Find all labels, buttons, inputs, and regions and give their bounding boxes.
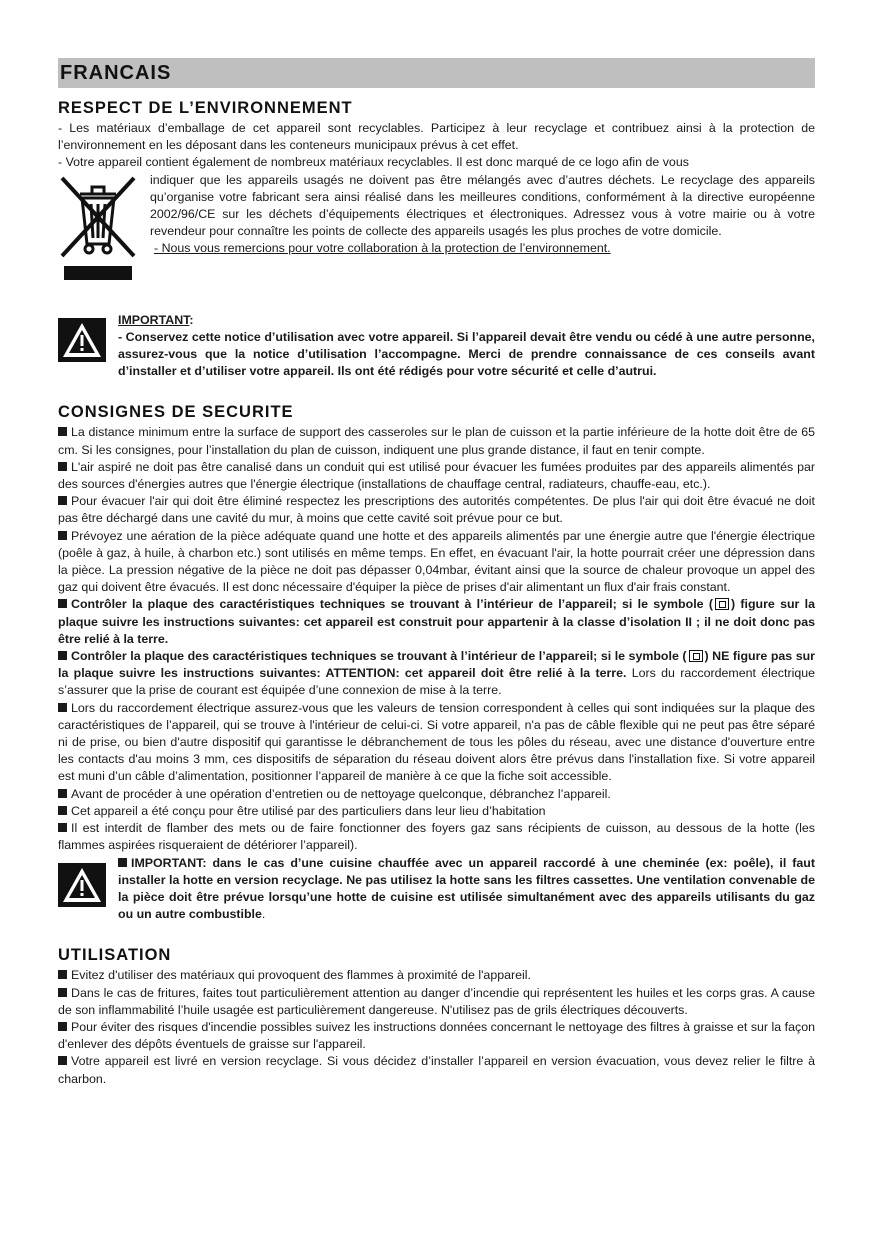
language-header: FRANCAIS (60, 62, 172, 84)
environment-thanks: - Nous vous remercions pour votre collaboration à la protection de l’environnement. (154, 241, 611, 256)
important-chimney-notice: IMPORTANT: dans le cas d’une cuisine chauffée avec un appareil raccordé à une cheminée (ex: poêle), il faut installer la hotte en version recyclage. Ne pas utilisez la hotte sans les filtres cassettes. Une ventilation convenable de la pièce doit être prévue lorsqu’une hotte de cuisine est utilisée simultanément avec des appareils utilisants du gaz ou un autre combustible. (58, 855, 815, 924)
environment-para-3: indiquer que les appareils usagés ne doivent pas être mélangés avec d’autres déchets. Le recyclage des appareils qu’organise votre fabricant sera ainsi réalisé dans les meilleures conditions, conformément à la directive européenne 2002/96/CE sur les déchets d’équipements électriques et électroniques. Adressez vous à votre mairie ou à votre revendeur pour connaître les points de collecte des appareils usagés les plus proches de votre domicile. (150, 172, 815, 239)
environment-para-2: - Votre appareil contient également de nombreux matériaux recyclables. Il est donc marqué de ce logo afin de vous (58, 155, 689, 170)
warning-icon (58, 863, 106, 907)
usage-title: UTILISATION (58, 946, 172, 965)
usage-item-3: Pour éviter des risques d'incendie possibles suivez les instructions données concernant le nettoyage des filtres à graisse et sur la façon d'enlever des dépôts éventuels de graisse sur l'appareil. (58, 1019, 815, 1052)
safety-item-1: La distance minimum entre la surface de support des casseroles sur le plan de cuisson et la partie inférieure de la hotte doit être de 65 cm. Si les consignes, pour l’installation du plan de cuisson, indiquent une plus grande distance, il faut en tenir compte. (58, 425, 815, 457)
important-label: IMPORTANT (118, 312, 190, 327)
crossed-out-bin-icon (58, 174, 138, 282)
safety-item-5: Contrôler la plaque des caractéristiques techniques se trouvant à l’intérieur de l’appareil; si le symbole ( ) figure sur la plaque suivre les instructions suivantes: cet appareil est construit pour appartenir à la classe d’isolation II ; il ne doit donc pas être relié à la terre. (58, 597, 815, 646)
bullet-icon (58, 703, 67, 712)
important-text: - Conservez cette notice d’utilisation avec votre appareil. Si l’appareil devait être vendu ou cédé à une autre personne, assurez-vous que la notice d’utilisation l’accompagne. Merci de prendre connaissance de ces conseils avant d’installer et d’utiliser votre appareil. Ils ont été rédigés pour votre sécurité et celle d’autrui. (118, 329, 815, 379)
warning-icon (58, 318, 106, 362)
bullet-icon (58, 531, 67, 540)
bullet-icon (58, 1022, 67, 1031)
bullet-icon (58, 988, 67, 997)
usage-item-4: Votre appareil est livré en version recyclage. Si vous décidez d’installer l’appareil en version évacuation, vous devez relier le filtre à charbon. (58, 1054, 815, 1086)
safety-item-10: Il est interdit de flamber des mets ou de faire fonctionner des foyers gaz sans récipients de cuisson, au dessous de la hotte (les flammes aspirées risqueraient de détériorer l’appareil). (58, 821, 815, 853)
bullet-icon (58, 823, 67, 832)
important-notice: IMPORTANT: - Conservez cette notice d’utilisation avec votre appareil. Si l’appareil devait être vendu ou cédé à une autre personne, assurez-vous que la notice d’utilisation l’accompagne. Merci de prendre connaissance de ces conseils avant d’installer et d’utiliser votre appareil. Ils ont été rédigés pour votre sécurité et celle d’autrui. (58, 312, 815, 381)
document-body (58, 96, 815, 1088)
class-ii-symbol-icon (689, 650, 703, 662)
bullet-icon (58, 651, 67, 660)
important-chimney-text: IMPORTANT: dans le cas d’une cuisine chauffée avec un appareil raccordé à une cheminée (ex: poêle), il faut installer la hotte en version recyclage. Ne pas utilisez la hotte sans les filtres cassettes. Une ventilation convenable de la pièce doit être prévue lorsqu’une hotte de cuisine est utilisée simultanément avec des appareils utilisants du gaz ou un autre combustible (118, 855, 815, 922)
safety-item-8: Avant de procéder à une opération d’entretien ou de nettoyage quelconque, débranchez l’appareil. (58, 786, 815, 803)
environment-title: RESPECT DE L’ENVIRONNEMENT (58, 99, 353, 117)
usage-item-1: Evitez d'utiliser des matériaux qui provoquent des flammes à proximité de l'appareil. (58, 967, 815, 984)
bullet-icon (58, 427, 67, 436)
bullet-icon (58, 496, 67, 505)
bullet-icon (58, 462, 67, 471)
safety-item-6: Contrôler la plaque des caractéristiques techniques se trouvant à l’intérieur de l’appareil; si le symbole ( ) NE figure pas sur la plaque suivre les instructions suivantes: ATTENTION: cet appareil doit être relié à la terre. Lors du raccordement électrique s’assurer que la prise de courant est équipée d’une connexion de mise à la terre. (58, 649, 815, 698)
environment-para-1: - Les matériaux d’emballage de cet appareil sont recyclables. Participez à leur recyclage et contribuez ainsi à la protection de l’environnement en les déposant dans les conteneurs municipaux prévus à cet effet. (58, 121, 815, 153)
class-ii-symbol-icon (715, 598, 729, 610)
safety-title: CONSIGNES DE SECURITE (58, 403, 294, 422)
safety-item-2: L'air aspiré ne doit pas être canalisé dans un conduit qui est utilisé pour évacuer les fumées produites par des appareils alimentés par des sources d'énergies autres que l'énergie électrique (installations de chauffage central, radiateurs, chauffe-eau, etc.). (58, 459, 815, 492)
bullet-icon (58, 789, 67, 798)
safety-item-9: Cet appareil a été conçu pour être utilisé par des particuliers dans leur lieu d’habitation (58, 803, 815, 820)
language-header-bar (58, 58, 815, 88)
bullet-icon (58, 970, 67, 979)
bullet-icon (58, 599, 67, 608)
weee-block (58, 172, 815, 292)
bullet-icon (58, 1056, 67, 1065)
usage-item-2: Dans le cas de fritures, faites tout particulièrement attention au danger d’incendie qui représentent les huiles et les corps gras. A cause de son inflammabilité l’huile usagée est particulièrement dangereuse. N'utilisez pas de grils électriques découverts. (58, 985, 815, 1017)
safety-item-3: Pour évacuer l'air qui doit être éliminé respectez les prescriptions des autorités compétentes. De plus l'air qui doit être évacué ne doit pas être déchargé dans une cavité du mur, à moins que cette cavité soit prévue pour ce but. (58, 494, 815, 526)
safety-item-7: Lors du raccordement électrique assurez-vous que les valeurs de tension correspondent à celles qui sont indiquées sur la plaque des caractéristiques de l’appareil, qui se trouve à l'intérieur de celui-ci. Si votre appareil, n'a pas de câble flexible qui ne peut pas être séparé ni de prise, ou bien d'autre dispositif qui garantisse le débranchement de tous les pôles du réseau, avec une distance d'ouverture entre les contacts d'au moins 3 mm, ces dispositifs de séparation du réseau doivent alors être prévus dans l'installation fixe. Si votre appareil est muni d’un câble d’alimentation, positionner l’appareil de manière à ce que la fiche soit accessible. (58, 700, 815, 784)
safety-item-4: Prévoyez une aération de la pièce adéquate quand une hotte et des appareils alimentés par une énergie autre que l'énergie électrique (poêle à gaz, à huile, à charbon etc.) sont utilisés en même temps. En effet, en évacuant l'air, la hotte pourrait créer une dépression dans la pièce. La pression négative de la pièce ne doit pas dépasser 0,04mbar, évitant ainsi que la source de chaleur provoque un appel des gaz qui doivent être évacués. Il est donc nécessaire d'équiper la pièce de prises d'air alimentant un flux d'air frais constant. (58, 528, 815, 595)
bullet-icon (118, 858, 127, 867)
bullet-icon (58, 806, 67, 815)
